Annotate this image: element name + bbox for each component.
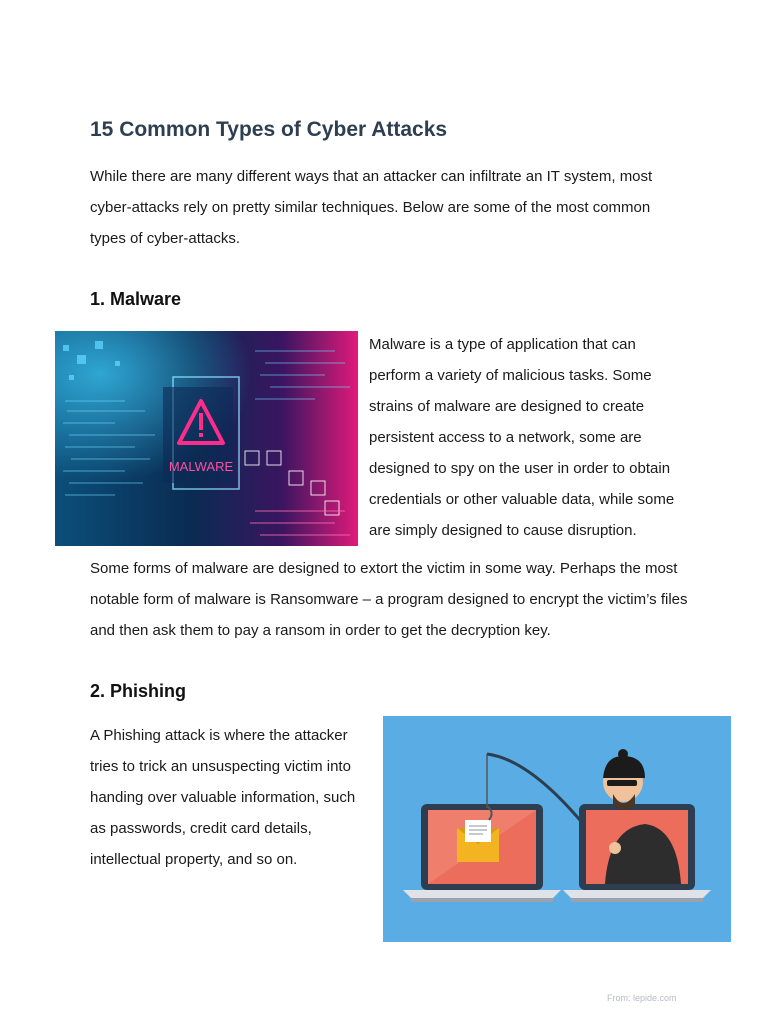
malware-description: Malware is a type of application that can perform a variety of malicious tasks. Some strains of malware are designed to create persistent access to a network, some are designed to spy on the user in order to obtain credentials or other valuable data, while some are simply designed to cause disruption. bbox=[369, 336, 675, 539]
page-title: 15 Common Types of Cyber Attacks bbox=[90, 118, 448, 141]
intro-paragraph: While there are many different ways that an attacker can infiltrate an IT system, most cyber-attacks rely on pretty similar techniques. Below are some of the most common types of cyber-attacks. bbox=[90, 168, 653, 247]
malware-illustration bbox=[55, 331, 358, 546]
phishing-description: A Phishing attack is where the attacker tries to trick an unsuspecting victim into handing over valuable information, such as passwords, credit card details, intellectual property, and so on. bbox=[90, 727, 356, 868]
section-heading-phishing: 2. Phishing bbox=[90, 681, 187, 701]
malware-description-continued: Some forms of malware are designed to extort the victim in some way. Perhaps the most notable form of malware is Ransomware – a program designed to encrypt the victim’s files and then ask them to pay a ransom in order to get the decryption key. bbox=[90, 560, 688, 639]
image-source-caption: From: lepide.com bbox=[607, 993, 677, 1003]
section-heading-malware: 1. Malware bbox=[90, 289, 182, 309]
phishing-illustration bbox=[383, 716, 731, 942]
malware-image-label: MALWARE bbox=[168, 459, 234, 474]
